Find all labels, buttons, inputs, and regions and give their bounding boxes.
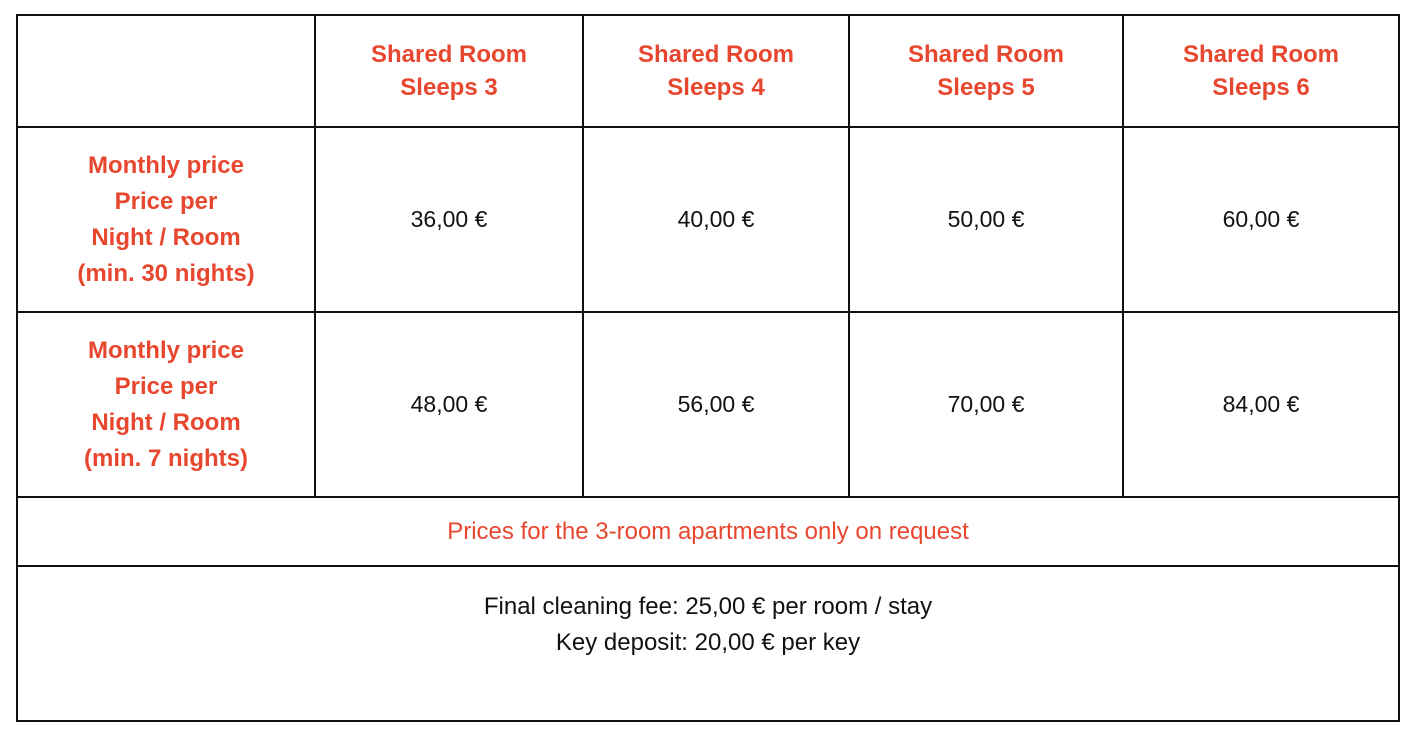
price-table	[16, 14, 1400, 722]
column-header-title: Shared Room	[1182, 41, 1340, 68]
price-cell: 40,00 €	[583, 127, 849, 312]
row-header-30-nights	[17, 127, 315, 312]
column-header-subtitle: Sleeps 4	[667, 74, 765, 101]
price-cell: 36,00 €	[315, 127, 583, 312]
row-header-line: Price per	[114, 187, 218, 215]
three-room-note: Prices for the 3-room apartments only on request	[17, 497, 1399, 566]
column-header-title: Shared Room	[907, 41, 1065, 68]
price-cell: 56,00 €	[583, 312, 849, 497]
row-header-line: Monthly price	[87, 336, 244, 364]
price-row-30-nights	[17, 127, 1399, 312]
column-header-subtitle: Sleeps 6	[1212, 74, 1310, 101]
row-header-line: (min. 30 nights)	[77, 259, 255, 287]
price-cell: 50,00 €	[849, 127, 1123, 312]
price-cell: 70,00 €	[849, 312, 1123, 497]
fees-cell	[17, 566, 1399, 721]
price-cell: 84,00 €	[1123, 312, 1399, 497]
key-deposit-text: Key deposit: 20,00 € per key	[555, 629, 861, 656]
column-header-sleeps-6	[1123, 15, 1399, 127]
column-header-sleeps-5	[849, 15, 1123, 127]
row-header-line: Night / Room	[91, 223, 241, 251]
footer-row	[17, 566, 1399, 721]
column-header-title: Shared Room	[370, 41, 528, 68]
note-row	[17, 497, 1399, 566]
column-header-subtitle: Sleeps 5	[937, 74, 1035, 101]
header-row	[17, 15, 1399, 127]
column-header-sleeps-4	[583, 15, 849, 127]
row-header-line: Night / Room	[91, 408, 241, 436]
cleaning-fee-text: Final cleaning fee: 25,00 € per room / stay	[483, 593, 933, 620]
price-cell: 60,00 €	[1123, 127, 1399, 312]
row-header-line: Price per	[114, 372, 218, 400]
row-header-7-nights	[17, 312, 315, 497]
row-header-line: (min. 7 nights)	[84, 444, 248, 472]
column-header-sleeps-3	[315, 15, 583, 127]
column-header-subtitle: Sleeps 3	[400, 74, 498, 101]
price-row-7-nights	[17, 312, 1399, 497]
column-header-title: Shared Room	[637, 41, 795, 68]
corner-cell	[17, 15, 315, 127]
row-header-line: Monthly price	[87, 151, 244, 179]
price-cell: 48,00 €	[315, 312, 583, 497]
